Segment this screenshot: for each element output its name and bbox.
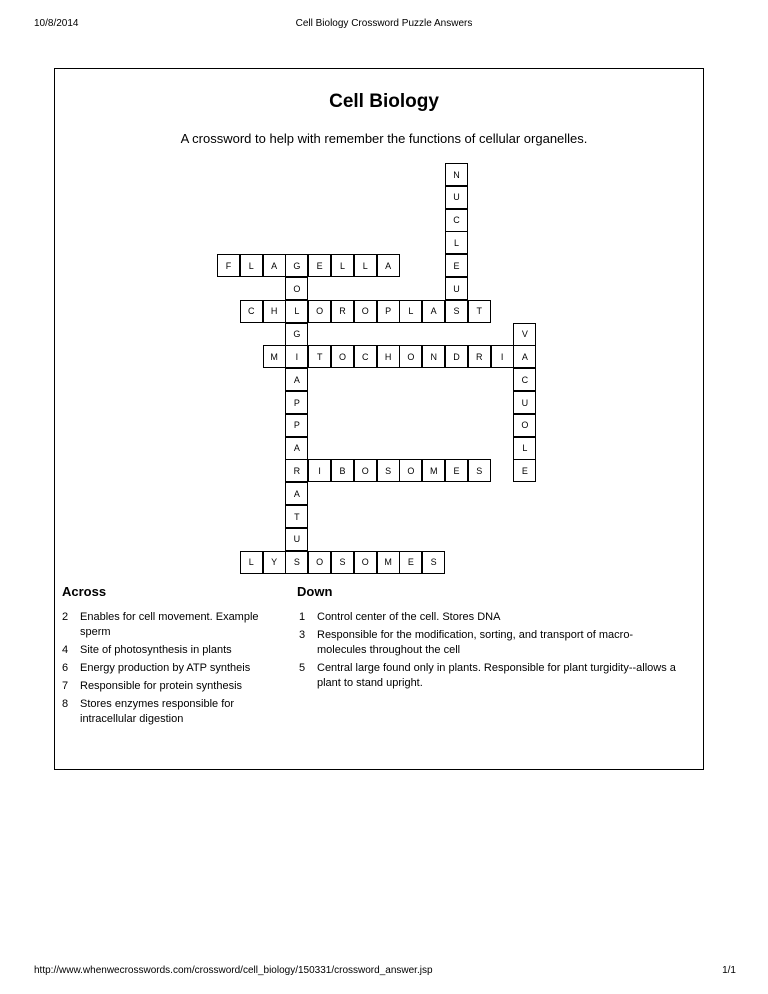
crossword-cell: O [399,459,422,482]
down-heading: Down [297,584,333,599]
crossword-cell: O [513,414,536,437]
crossword-cell: R [285,459,308,482]
puzzle-subtitle: A crossword to help with remember the functions of cellular organelles. [180,131,588,146]
crossword-cell: T [308,345,331,368]
crossword-cell: S [468,459,491,482]
clue-text: Energy production by ATP syntheis [80,662,251,674]
crossword-cell: M [422,459,445,482]
crossword-cell: V [513,323,536,346]
crossword-cell: I [285,345,308,368]
clue-number: 5 [299,662,306,674]
clue-item [299,628,679,658]
crossword-cell: A [377,254,400,277]
crossword-cell: L [240,551,263,574]
clue-number: 7 [62,680,69,692]
clue-text: Site of photosynthesis in plants [80,644,232,656]
clue-item [299,610,679,625]
crossword-cell: B [331,459,354,482]
crossword-cell: F [217,254,240,277]
clue-item [62,697,282,727]
crossword-cell: S [422,551,445,574]
crossword-cell: T [285,505,308,528]
crossword-cell: A [513,345,536,368]
crossword-cell: E [445,254,468,277]
crossword-cell: C [240,300,263,323]
crossword-cell: T [468,300,491,323]
crossword-cell: A [263,254,286,277]
crossword-cell: A [285,368,308,391]
crossword-cell: L [445,231,468,254]
crossword-cell: U [445,277,468,300]
across-clue-list [62,610,282,730]
crossword-cell: Y [263,551,286,574]
crossword-cell: H [377,345,400,368]
crossword-cell: C [445,209,468,232]
crossword-cell: R [331,300,354,323]
print-page-title: Cell Biology Crossword Puzzle Answers [295,18,473,29]
page-number: 1/1 [722,965,736,976]
clue-item [299,661,679,691]
crossword-cell: M [377,551,400,574]
clue-item [62,643,282,658]
crossword-cell: A [422,300,445,323]
crossword-cell: N [422,345,445,368]
crossword-cell: L [354,254,377,277]
crossword-cell: L [285,300,308,323]
crossword-cell: P [285,391,308,414]
clue-item [62,679,282,694]
clue-text: Responsible for protein synthesis [80,680,243,692]
puzzle-title: Cell Biology [329,91,439,112]
clue-text: Control center of the cell. Stores DNA [317,611,501,623]
crossword-cell: I [491,345,514,368]
clue-text: Enables for cell movement. Example sperm [80,611,259,638]
crossword-cell: S [445,300,468,323]
crossword-cell: D [445,345,468,368]
clue-text: Central large found only in plants. Responsible for plant turgidity--allows a plant to stand upright. [317,662,676,689]
crossword-cell: A [285,482,308,505]
crossword-cell: M [263,345,286,368]
across-heading: Across [62,584,107,599]
crossword-cell: G [285,254,308,277]
crossword-cell: H [263,300,286,323]
crossword-cell: S [285,551,308,574]
crossword-cell: L [513,437,536,460]
crossword-cell: L [331,254,354,277]
crossword-cell: O [399,345,422,368]
clue-number: 1 [299,611,306,623]
crossword-cell: S [377,459,400,482]
crossword-cell: O [354,551,377,574]
clue-item [62,610,282,640]
crossword-cell: E [399,551,422,574]
crossword-cell: C [513,368,536,391]
clue-item [62,661,282,676]
clue-number: 3 [299,629,306,641]
crossword-cell: I [308,459,331,482]
crossword-cell: O [354,300,377,323]
crossword-cell: O [285,277,308,300]
crossword-cell: U [445,186,468,209]
clue-number: 6 [62,662,69,674]
crossword-cell: P [285,414,308,437]
clue-number: 2 [62,611,69,623]
crossword-cell: N [445,163,468,186]
crossword-cell: G [285,323,308,346]
print-date: 10/8/2014 [34,18,79,29]
crossword-cell: U [285,528,308,551]
crossword-cell: U [513,391,536,414]
source-url: http://www.whenwecrosswords.com/crossword/cell_biology/150331/crossword_answer.jsp [34,965,433,976]
crossword-cell: C [354,345,377,368]
crossword-cell: L [240,254,263,277]
crossword-cell: O [308,300,331,323]
crossword-cell: O [331,345,354,368]
crossword-cell: E [513,459,536,482]
clue-number: 4 [62,644,69,656]
clue-number: 8 [62,698,69,710]
crossword-cell: P [377,300,400,323]
crossword-cell: A [285,437,308,460]
down-clue-list [299,610,679,694]
crossword-cell: E [308,254,331,277]
clue-text: Stores enzymes responsible for intracellular digestion [80,698,235,725]
crossword-cell: R [468,345,491,368]
crossword-cell: E [445,459,468,482]
clue-text: Responsible for the modification, sorting, and transport of macro-molecules throughout the cell [317,629,634,656]
crossword-cell: O [354,459,377,482]
crossword-cell: O [308,551,331,574]
crossword-cell: S [331,551,354,574]
crossword-cell: L [399,300,422,323]
